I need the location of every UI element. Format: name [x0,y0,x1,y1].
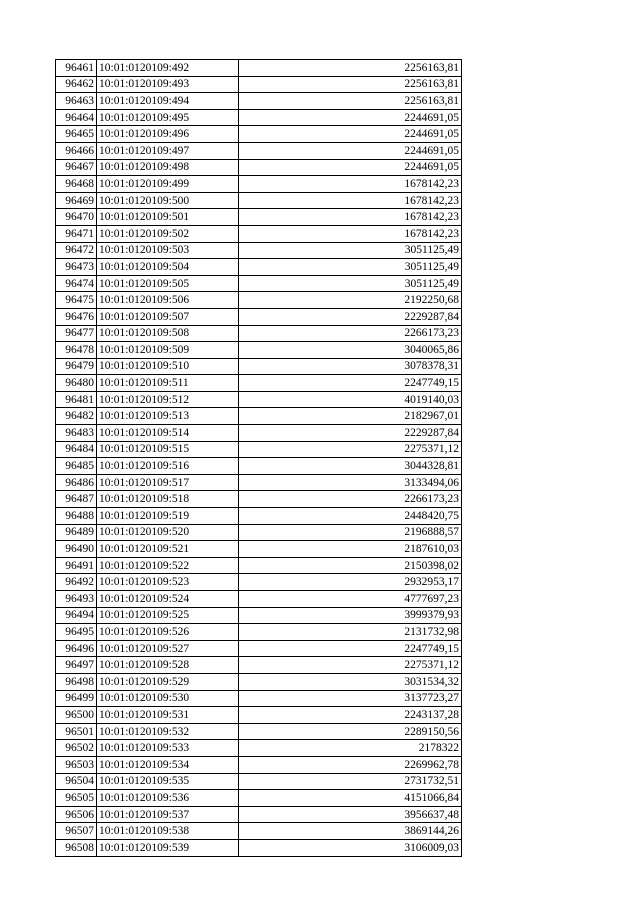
row-number-cell: 96476 [56,308,97,325]
row-number-cell: 96488 [56,508,97,525]
table-row [56,723,462,740]
cadastral-number-cell: 10:01:0120109:512 [97,391,239,408]
value-cell: 3133494,06 [239,474,462,491]
value-cell: 1678142,23 [239,209,462,226]
cadastral-number-cell: 10:01:0120109:532 [97,723,239,740]
cadastral-number-cell: 10:01:0120109:528 [97,657,239,674]
row-number-cell: 96481 [56,391,97,408]
value-cell: 2178322 [239,740,462,757]
value-cell: 2247749,15 [239,375,462,392]
cadastral-number-cell: 10:01:0120109:498 [97,159,239,176]
table-row [56,275,462,292]
cadastral-number-cell: 10:01:0120109:537 [97,806,239,823]
row-number-cell: 96501 [56,723,97,740]
value-cell: 3040065,86 [239,342,462,359]
value-cell: 2244691,05 [239,109,462,126]
value-cell: 2182967,01 [239,408,462,425]
value-cell: 1678142,23 [239,192,462,209]
table-row [56,441,462,458]
cadastral-number-cell: 10:01:0120109:513 [97,408,239,425]
cadastral-number-cell: 10:01:0120109:526 [97,624,239,641]
table-row [56,342,462,359]
row-number-cell: 96494 [56,607,97,624]
table-row [56,574,462,591]
row-number-cell: 96490 [56,541,97,558]
cadastral-number-cell: 10:01:0120109:496 [97,126,239,143]
row-number-cell: 96487 [56,491,97,508]
value-cell: 3956637,48 [239,806,462,823]
cadastral-number-cell: 10:01:0120109:535 [97,773,239,790]
value-cell: 2932953,17 [239,574,462,591]
value-cell: 2731732,51 [239,773,462,790]
table-row [56,491,462,508]
table-row [56,391,462,408]
value-cell: 3051125,49 [239,242,462,259]
cadastral-number-cell: 10:01:0120109:520 [97,524,239,541]
row-number-cell: 96469 [56,192,97,209]
table-row [56,142,462,159]
table-row [56,159,462,176]
table-row [56,657,462,674]
row-number-cell: 96483 [56,425,97,442]
value-cell: 2448420,75 [239,508,462,525]
value-cell: 2266173,23 [239,325,462,342]
cadastral-number-cell: 10:01:0120109:519 [97,508,239,525]
row-number-cell: 96485 [56,458,97,475]
cadastral-number-cell: 10:01:0120109:529 [97,673,239,690]
cadastral-number-cell: 10:01:0120109:505 [97,275,239,292]
row-number-cell: 96470 [56,209,97,226]
cadastral-number-cell: 10:01:0120109:493 [97,76,239,93]
table-row [56,591,462,608]
table-row [56,93,462,110]
cadastral-number-cell: 10:01:0120109:497 [97,142,239,159]
cadastral-number-cell: 10:01:0120109:515 [97,441,239,458]
cadastral-number-cell: 10:01:0120109:511 [97,375,239,392]
cadastral-number-cell: 10:01:0120109:509 [97,342,239,359]
row-number-cell: 96462 [56,76,97,93]
cadastral-number-cell: 10:01:0120109:499 [97,176,239,193]
table-row [56,126,462,143]
row-number-cell: 96468 [56,176,97,193]
table-row [56,541,462,558]
row-number-cell: 96466 [56,142,97,159]
row-number-cell: 96502 [56,740,97,757]
value-cell: 3051125,49 [239,259,462,276]
cadastral-number-cell: 10:01:0120109:506 [97,292,239,309]
value-cell: 2256163,81 [239,60,462,77]
value-cell: 3044328,81 [239,458,462,475]
cadastral-number-cell: 10:01:0120109:507 [97,308,239,325]
table-row [56,690,462,707]
row-number-cell: 96472 [56,242,97,259]
value-cell: 1678142,23 [239,225,462,242]
row-number-cell: 96504 [56,773,97,790]
table-row [56,673,462,690]
row-number-cell: 96491 [56,557,97,574]
value-cell: 2244691,05 [239,159,462,176]
table-row [56,624,462,641]
table-row [56,308,462,325]
value-cell: 2256163,81 [239,76,462,93]
row-number-cell: 96508 [56,839,97,856]
cadastral-number-cell: 10:01:0120109:492 [97,60,239,77]
table-row [56,109,462,126]
cadastral-number-cell: 10:01:0120109:531 [97,707,239,724]
table-row [56,225,462,242]
table-row [56,60,462,77]
value-cell: 2187610,03 [239,541,462,558]
table-row [56,557,462,574]
table-row [56,756,462,773]
table-row [56,790,462,807]
value-cell: 1678142,23 [239,176,462,193]
table-row [56,458,462,475]
table-row [56,823,462,840]
value-cell: 3078378,31 [239,358,462,375]
cadastral-number-cell: 10:01:0120109:504 [97,259,239,276]
cadastral-number-cell: 10:01:0120109:500 [97,192,239,209]
row-number-cell: 96461 [56,60,97,77]
cadastral-number-cell: 10:01:0120109:510 [97,358,239,375]
value-cell: 2229287,84 [239,308,462,325]
row-number-cell: 96492 [56,574,97,591]
cadastral-number-cell: 10:01:0120109:494 [97,93,239,110]
value-cell: 2275371,12 [239,441,462,458]
value-cell: 4151066,84 [239,790,462,807]
table-row [56,806,462,823]
row-number-cell: 96493 [56,591,97,608]
table-row [56,176,462,193]
table-row [56,209,462,226]
cadastral-number-cell: 10:01:0120109:538 [97,823,239,840]
table-row [56,76,462,93]
row-number-cell: 96496 [56,640,97,657]
value-cell: 2243137,28 [239,707,462,724]
table-row [56,425,462,442]
table-row [56,358,462,375]
row-number-cell: 96497 [56,657,97,674]
data-table [55,59,462,857]
row-number-cell: 96498 [56,673,97,690]
row-number-cell: 96500 [56,707,97,724]
table-row [56,292,462,309]
cadastral-number-cell: 10:01:0120109:517 [97,474,239,491]
table-row [56,192,462,209]
row-number-cell: 96489 [56,524,97,541]
value-cell: 2244691,05 [239,126,462,143]
value-cell: 2289150,56 [239,723,462,740]
cadastral-number-cell: 10:01:0120109:495 [97,109,239,126]
table-row [56,375,462,392]
cadastral-number-cell: 10:01:0120109:524 [97,591,239,608]
table-row [56,524,462,541]
cadastral-number-cell: 10:01:0120109:516 [97,458,239,475]
value-cell: 2269962,78 [239,756,462,773]
row-number-cell: 96506 [56,806,97,823]
cadastral-number-cell: 10:01:0120109:534 [97,756,239,773]
table-row [56,773,462,790]
value-cell: 4019140,03 [239,391,462,408]
table-row [56,325,462,342]
table-row [56,508,462,525]
cadastral-number-cell: 10:01:0120109:530 [97,690,239,707]
table-body [56,60,462,857]
row-number-cell: 96477 [56,325,97,342]
cadastral-number-cell: 10:01:0120109:523 [97,574,239,591]
table-row [56,740,462,757]
value-cell: 3031534,32 [239,673,462,690]
value-cell: 3869144,26 [239,823,462,840]
value-cell: 2196888,57 [239,524,462,541]
cadastral-number-cell: 10:01:0120109:539 [97,839,239,856]
row-number-cell: 96465 [56,126,97,143]
table-row [56,242,462,259]
row-number-cell: 96475 [56,292,97,309]
row-number-cell: 96463 [56,93,97,110]
row-number-cell: 96505 [56,790,97,807]
value-cell: 4777697,23 [239,591,462,608]
row-number-cell: 96467 [56,159,97,176]
row-number-cell: 96473 [56,259,97,276]
cadastral-number-cell: 10:01:0120109:521 [97,541,239,558]
cadastral-number-cell: 10:01:0120109:502 [97,225,239,242]
table-row [56,607,462,624]
value-cell: 2256163,81 [239,93,462,110]
value-cell: 3137723,27 [239,690,462,707]
row-number-cell: 96482 [56,408,97,425]
table-row [56,707,462,724]
value-cell: 2275371,12 [239,657,462,674]
value-cell: 3051125,49 [239,275,462,292]
value-cell: 2150398,02 [239,557,462,574]
row-number-cell: 96503 [56,756,97,773]
table-row [56,474,462,491]
cadastral-number-cell: 10:01:0120109:501 [97,209,239,226]
table-row [56,259,462,276]
row-number-cell: 96478 [56,342,97,359]
cadastral-number-cell: 10:01:0120109:518 [97,491,239,508]
table-row [56,640,462,657]
row-number-cell: 96479 [56,358,97,375]
value-cell: 2229287,84 [239,425,462,442]
value-cell: 2244691,05 [239,142,462,159]
row-number-cell: 96507 [56,823,97,840]
row-number-cell: 96464 [56,109,97,126]
value-cell: 2247749,15 [239,640,462,657]
table-row [56,839,462,856]
row-number-cell: 96484 [56,441,97,458]
row-number-cell: 96499 [56,690,97,707]
value-cell: 2131732,98 [239,624,462,641]
value-cell: 2266173,23 [239,491,462,508]
row-number-cell: 96495 [56,624,97,641]
cadastral-number-cell: 10:01:0120109:536 [97,790,239,807]
cadastral-number-cell: 10:01:0120109:522 [97,557,239,574]
value-cell: 3106009,03 [239,839,462,856]
cadastral-number-cell: 10:01:0120109:525 [97,607,239,624]
cadastral-number-cell: 10:01:0120109:514 [97,425,239,442]
cadastral-number-cell: 10:01:0120109:508 [97,325,239,342]
row-number-cell: 96480 [56,375,97,392]
row-number-cell: 96471 [56,225,97,242]
cadastral-number-cell: 10:01:0120109:527 [97,640,239,657]
row-number-cell: 96474 [56,275,97,292]
cadastral-number-cell: 10:01:0120109:503 [97,242,239,259]
cadastral-number-cell: 10:01:0120109:533 [97,740,239,757]
table-row [56,408,462,425]
row-number-cell: 96486 [56,474,97,491]
value-cell: 3999379,93 [239,607,462,624]
value-cell: 2192250,68 [239,292,462,309]
